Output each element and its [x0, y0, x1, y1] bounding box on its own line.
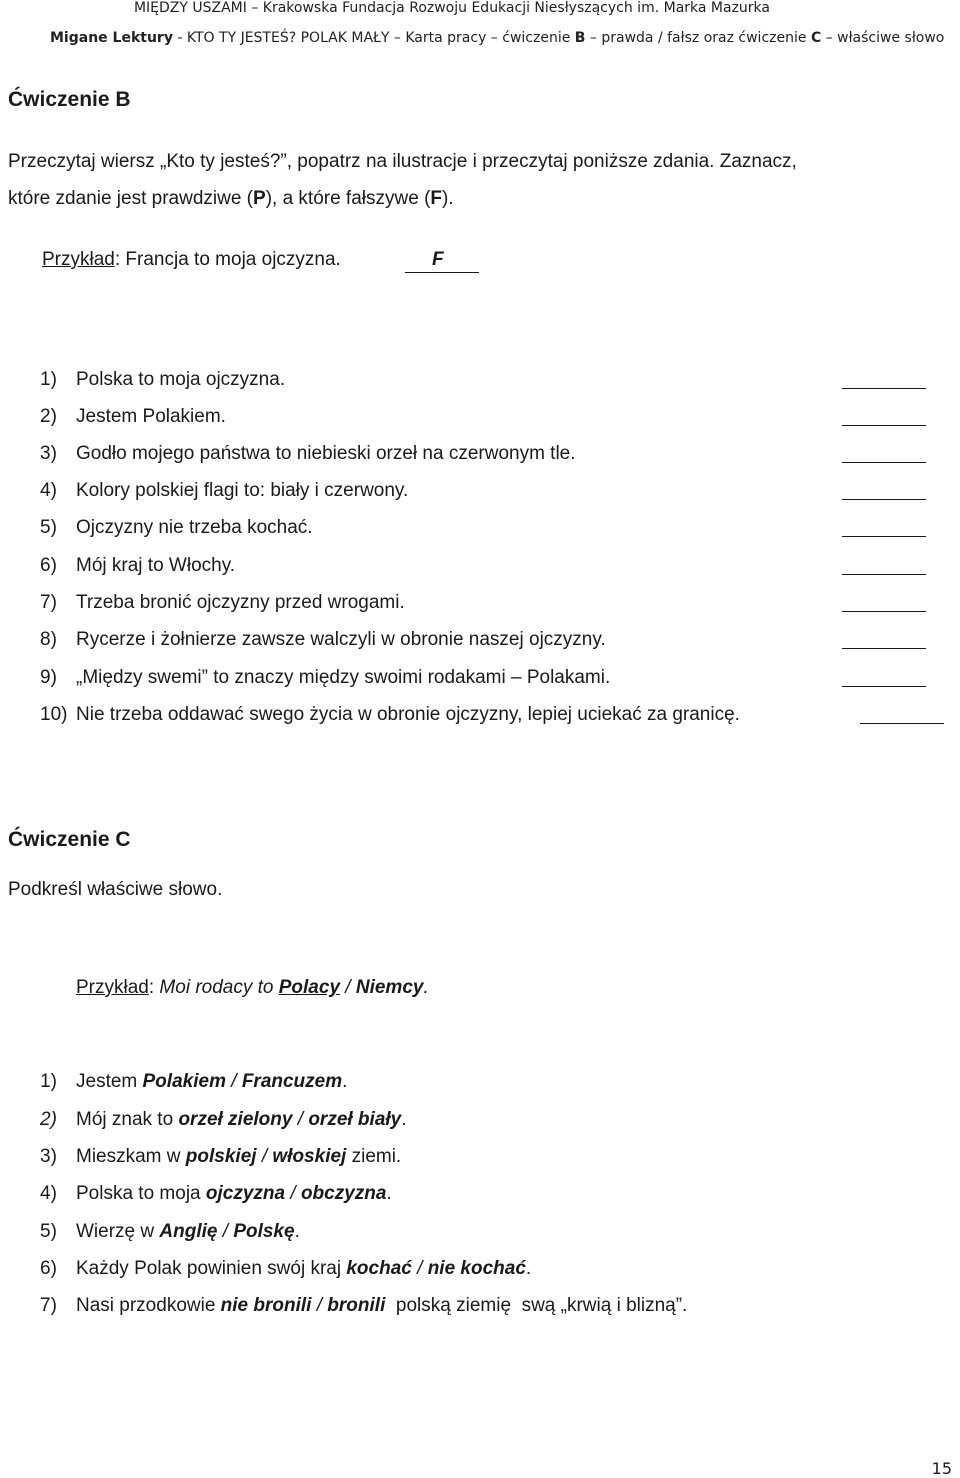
- exercise-b-item: [40, 516, 313, 540]
- item-number: 1): [40, 369, 57, 390]
- option-1[interactable]: orzeł zielony: [178, 1109, 293, 1130]
- item-sentence: Polska to moja ojczyzna.: [76, 369, 286, 390]
- option-1[interactable]: ojczyzna: [205, 1183, 286, 1204]
- exercise-b-item: [40, 479, 408, 503]
- item-text-end: .: [386, 1183, 392, 1204]
- item-number: 3): [40, 1146, 57, 1167]
- exercise-c-item: [40, 1182, 392, 1206]
- item-text: Nasi przodkowie: [76, 1295, 221, 1316]
- item-number: 2): [40, 406, 57, 427]
- exercise-c-example: [76, 976, 429, 1000]
- item-text-end: .: [401, 1109, 407, 1130]
- item-number: 6): [40, 555, 57, 576]
- item-sentence: Jestem Polakiem.: [76, 406, 226, 427]
- header-subtitle: [50, 30, 944, 47]
- header-text-3: – właściwe słowo: [821, 30, 945, 46]
- item-text-end: .: [294, 1221, 300, 1242]
- option-2[interactable]: orzeł biały: [308, 1109, 402, 1130]
- exercise-c-item: [40, 1108, 407, 1132]
- page-number: 15: [931, 1459, 952, 1478]
- option-2[interactable]: Francuzem: [241, 1071, 343, 1092]
- option-1[interactable]: Polakiem: [142, 1071, 226, 1092]
- option-1[interactable]: nie bronili: [220, 1295, 312, 1316]
- item-number: 4): [40, 480, 57, 501]
- exercise-b-item: [40, 368, 285, 392]
- item-sentence: Mój kraj to Włochy.: [76, 555, 236, 576]
- option-2[interactable]: nie kochać: [427, 1258, 526, 1279]
- exercise-b-item: [40, 666, 610, 690]
- example-c-sentence: Moi rodacy to: [159, 977, 279, 998]
- item-sentence: Rycerze i żołnierze zawsze walczyli w obronie naszej ojczyzny.: [76, 629, 606, 650]
- exercise-b-instruction-2: [8, 187, 454, 211]
- example-c-option: Niemcy: [355, 977, 424, 998]
- example-answer: F: [432, 249, 444, 270]
- item-number: 5): [40, 1221, 57, 1242]
- exercise-b-example: [42, 248, 341, 272]
- option-separator: /: [311, 1295, 328, 1316]
- item-number: 5): [40, 517, 57, 538]
- item-number: 6): [40, 1258, 57, 1279]
- option-2[interactable]: obczyzna: [300, 1183, 387, 1204]
- exercise-c-instruction: Podkreśl właściwe słowo.: [8, 879, 223, 900]
- exercise-c-item: [40, 1145, 401, 1169]
- header-organization: MIĘDZY USZAMI – Krakowska Fundacja Rozwoju Edukacji Niesłyszących im. Marka Mazurka: [133, 0, 770, 16]
- item-text-end: .: [342, 1071, 348, 1092]
- item-number: 8): [40, 629, 57, 650]
- exercise-b-item: [40, 628, 606, 652]
- item-sentence: Kolory polskiej flagi to: biały i czerwony.: [76, 480, 409, 501]
- item-number: 7): [40, 592, 57, 613]
- instr-p: P: [253, 188, 266, 209]
- item-number: 7): [40, 1295, 57, 1316]
- exercise-b-item: [40, 591, 405, 615]
- example-c-label: Przykład: [76, 977, 149, 998]
- answer-blank[interactable]: [842, 462, 926, 463]
- item-text: Mieszkam w: [76, 1146, 186, 1167]
- option-2[interactable]: włoskiej: [272, 1146, 347, 1167]
- item-text-end: .: [525, 1258, 532, 1279]
- option-separator: /: [411, 1258, 428, 1279]
- item-text: Wierzę w: [76, 1221, 160, 1242]
- answer-blank[interactable]: [842, 388, 926, 389]
- example-c-sep: /: [340, 977, 356, 998]
- exercise-c-item: [40, 1257, 531, 1281]
- option-separator: /: [225, 1071, 242, 1092]
- option-separator: /: [292, 1109, 309, 1130]
- item-sentence: Ojczyzny nie trzeba kochać.: [76, 517, 313, 538]
- item-number: 4): [40, 1183, 57, 1204]
- item-sentence: Godło mojego państwa to niebieski orzeł na czerwonym tle.: [76, 443, 576, 464]
- header-series: Migane Lektury: [50, 30, 173, 46]
- item-text: Jestem: [76, 1071, 143, 1092]
- exercise-b-item: [40, 442, 576, 466]
- answer-blank[interactable]: [842, 648, 926, 649]
- option-2[interactable]: Polskę: [233, 1221, 295, 1242]
- header-text-1: - KTO TY JESTEŚ? POLAK MAŁY – Karta pracy – ćwiczenie: [172, 30, 575, 46]
- exercise-c-item: [40, 1294, 687, 1318]
- example-c-colon: :: [148, 977, 160, 998]
- answer-blank[interactable]: [842, 686, 926, 687]
- item-text: Mój znak to: [76, 1109, 179, 1130]
- option-2[interactable]: bronili: [327, 1295, 386, 1316]
- option-1[interactable]: Anglię: [159, 1221, 218, 1242]
- exercise-b-instruction-1: Przeczytaj wiersz „Kto ty jesteś?”, popatrz na ilustracje i przeczytaj poniższe zdania. Zaznacz,: [8, 151, 797, 172]
- answer-blank[interactable]: [842, 611, 926, 612]
- answer-blank[interactable]: [842, 574, 926, 575]
- exercise-b-item: [40, 703, 740, 727]
- item-number: 3): [40, 443, 57, 464]
- instr-text-a: które zdanie jest prawdziwe (: [8, 188, 253, 209]
- exercise-b-item: [40, 554, 235, 578]
- item-number: 9): [40, 667, 57, 688]
- exercise-c-item: [40, 1070, 347, 1094]
- item-number: 1): [40, 1071, 57, 1092]
- option-separator: /: [285, 1183, 301, 1204]
- instr-text-c: ).: [442, 188, 454, 209]
- item-sentence: Trzeba bronić ojczyzny przed wrogami.: [76, 592, 405, 613]
- header-text-2: – prawda / fałsz oraz ćwiczenie: [585, 30, 811, 46]
- answer-blank[interactable]: [842, 425, 926, 426]
- item-text: Każdy Polak powinien swój kraj: [76, 1258, 347, 1279]
- item-sentence: „Między swemi” to znaczy między swoimi rodakami – Polakami.: [76, 667, 611, 688]
- item-number: 2): [40, 1109, 57, 1130]
- item-text-end: ziemi.: [346, 1146, 402, 1167]
- answer-blank[interactable]: [842, 499, 926, 500]
- example-text: : Francja to moja ojczyzna.: [114, 249, 341, 270]
- instr-text-b: ), a które fałszywe (: [265, 188, 431, 209]
- instr-f: F: [430, 188, 443, 209]
- example-c-dot: .: [423, 977, 429, 998]
- answer-blank[interactable]: [860, 723, 944, 724]
- item-text: Polska to moja: [76, 1183, 206, 1204]
- exercise-b-title: Ćwiczenie B: [8, 88, 131, 111]
- header-c: C: [810, 30, 822, 46]
- exercise-b-item: [40, 405, 226, 429]
- exercise-c-item: [40, 1220, 300, 1244]
- option-separator: /: [256, 1146, 273, 1167]
- option-1[interactable]: polskiej: [185, 1146, 257, 1167]
- item-sentence: Nie trzeba oddawać swego życia w obronie ojczyzny, lepiej uciekać za granicę.: [76, 704, 740, 725]
- item-number: 10): [40, 704, 68, 725]
- exercise-c-title: Ćwiczenie C: [8, 828, 131, 851]
- option-1[interactable]: kochać: [346, 1258, 412, 1279]
- answer-blank[interactable]: [842, 536, 926, 537]
- example-c-correct: Polacy: [278, 977, 341, 998]
- header-b: B: [574, 30, 586, 46]
- example-label: Przykład: [42, 249, 115, 270]
- option-separator: /: [217, 1221, 234, 1242]
- item-text-end: polską ziemię swą „krwią i blizną”.: [385, 1295, 688, 1316]
